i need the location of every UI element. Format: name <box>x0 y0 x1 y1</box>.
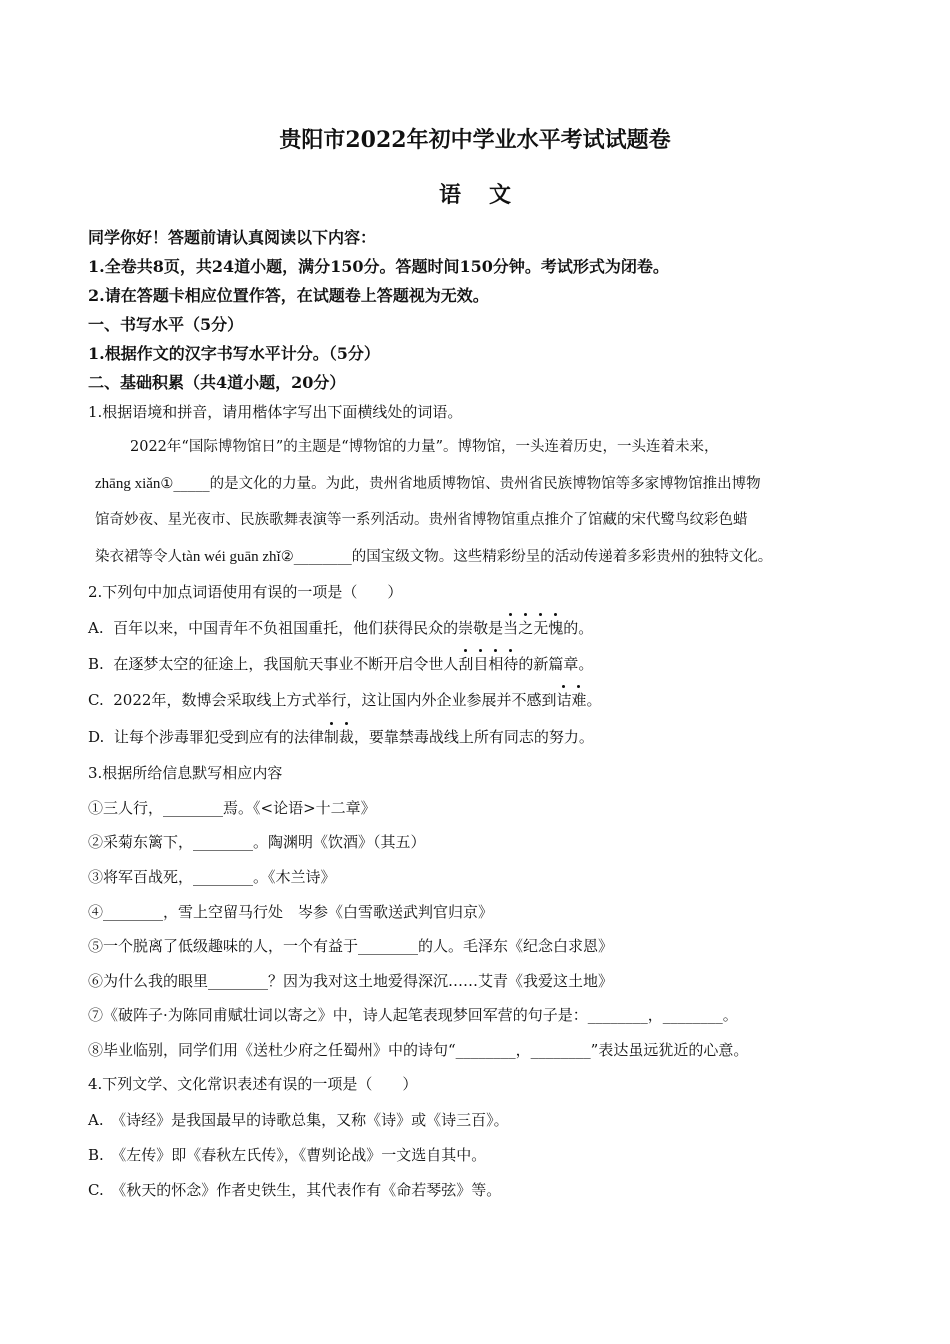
pinyin-zhang-xian: zhāng xiǎn <box>95 476 161 492</box>
q3-item-8[interactable]: ⑧毕业临别，同学们用《送杜少府之任蜀州》中的诗句“________，________”表达虽远犹近的心意。 <box>88 1041 749 1059</box>
option-label: C. <box>88 691 104 709</box>
passage-text: 的国宝级文物。这些精彩纷呈的活动传递着多彩贵州的独特文化。 <box>351 549 773 565</box>
blank-mark-1: ① <box>160 476 174 492</box>
q3-item-3[interactable]: ③将军百战死，________。《木兰诗》 <box>88 868 336 886</box>
q1-passage-line-3: 馆奇妙夜、星光夜市、民族歌舞表演等一系列活动。贵州省博物馆重点推介了馆藏的宋代鹭鸟纹彩色蜡 <box>95 512 748 528</box>
dotted-char: 裁 <box>338 728 354 746</box>
dotted-char: 相 <box>488 655 504 673</box>
dotted-char: 诘 <box>556 691 572 709</box>
q1-passage-line-4 <box>95 547 885 567</box>
q3-stem: 3.根据所给信息默写相应内容 <box>88 764 283 782</box>
q2-option-d[interactable] <box>88 727 888 747</box>
q1-stem: 1.根据语境和拼音，请用楷体字写出下面横线处的词语。 <box>88 403 463 421</box>
option-text: ，要靠禁毒战线上所有同志的努力。 <box>353 728 594 746</box>
q4-option-b[interactable]: B. 《左传》即《春秋左氏传》，《曹刿论战》一文选自其中。 <box>88 1146 487 1164</box>
passage-text: 的是文化的力量。为此，贵州省地质博物馆、贵州省民族博物馆等多家博物馆推出博物 <box>209 476 761 492</box>
option-label: B. <box>88 655 104 673</box>
section-1-heading: 一、书写水平（5分） <box>88 315 244 334</box>
section-1-question-1: 1.根据作文的汉字书写水平计分。（5分） <box>88 344 380 363</box>
option-text: 的。 <box>563 619 594 637</box>
dotted-char: 刮 <box>458 655 474 673</box>
q3-item-4[interactable]: ④________，雪上空留马行处 岑参《白雪歌送武判官归京》 <box>88 903 494 921</box>
notice-rule-1: 1.全卷共8页，共24道小题，满分150分。答题时间150分钟。考试形式为闭卷。 <box>88 257 669 276</box>
q3-item-7[interactable]: ⑦《破阵子·为陈同甫赋壮词以寄之》中，诗人起笔表现梦回军营的句子是：________，________。 <box>88 1006 738 1024</box>
notice-greeting: 同学你好！答题前请认真阅读以下内容： <box>88 228 377 247</box>
q3-item-6[interactable]: ⑥为什么我的眼里________？因为我对这土地爱得深沉……艾青《我爱这土地》 <box>88 972 614 990</box>
q3-item-2[interactable]: ②采菊东篱下，________。陶渊明《饮酒》（其五） <box>88 833 426 851</box>
blank-2[interactable]: ________ <box>293 549 352 565</box>
q1-passage-line-1: 2022年“国际博物馆日”的主题是“博物馆的力量”。博物馆，一头连着历史，一头连着未来， <box>130 439 719 455</box>
q3-item-5[interactable]: ⑤一个脱离了低级趣味的人，一个有益于________的人。毛泽东《纪念白求恩》 <box>88 937 614 955</box>
q2-option-a[interactable] <box>88 618 888 638</box>
option-text: 在逐梦太空的征途上，我国航天事业不断开启令世人 <box>113 655 459 673</box>
q2-option-c[interactable] <box>88 690 888 710</box>
section-2-heading: 二、基础积累（共4道小题，20分） <box>88 373 346 392</box>
q4-stem: 4.下列文学、文化常识表述有误的一项是（ ） <box>88 1075 418 1093</box>
dotted-char: 无 <box>533 619 549 637</box>
option-text: 2022年，数博会采取线上方式举行，这让国内外企业参展并不感到 <box>113 691 557 709</box>
dotted-char: 之 <box>518 619 534 637</box>
option-text: 。 <box>586 691 602 709</box>
dotted-char: 当 <box>503 619 519 637</box>
option-text: 的新篇章。 <box>518 655 594 673</box>
notice-rule-2: 2.请在答题卡相应位置作答，在试题卷上答题视为无效。 <box>88 286 489 305</box>
blank-1[interactable]: _____ <box>173 476 210 492</box>
option-text: 百年以来，中国青年不负祖国重托，他们获得民众的崇敬是 <box>113 619 504 637</box>
q4-option-c[interactable]: C. 《秋天的怀念》作者史铁生，其代表作有《命若琴弦》等。 <box>88 1181 502 1199</box>
dotted-char: 待 <box>503 655 519 673</box>
dotted-char: 难 <box>571 691 587 709</box>
option-text: 让每个涉毒罪犯受到应有的法律 <box>113 728 324 746</box>
option-label: D. <box>88 728 105 746</box>
q2-option-b[interactable] <box>88 654 888 674</box>
q3-item-1[interactable]: ①三人行，________焉。《<论语>十二章》 <box>88 799 376 817</box>
subject-title: 语文 <box>438 182 539 208</box>
q2-stem: 2.下列句中加点词语使用有误的一项是（ ） <box>88 583 403 601</box>
exam-title: 贵阳市2022年初中学业水平考试试题卷 <box>279 127 671 153</box>
pinyin-tan-wei-guan-zhi: tàn wéi guān zhǐ <box>182 549 281 565</box>
dotted-char: 愧 <box>548 619 564 637</box>
option-label: A. <box>88 619 104 637</box>
q4-option-a[interactable]: A. 《诗经》是我国最早的诗歌总集，又称《诗》或《诗三百》。 <box>88 1111 509 1129</box>
passage-text: 染衣裙等令人 <box>95 549 182 565</box>
dotted-char: 制 <box>323 728 339 746</box>
q1-passage-line-2 <box>95 474 885 494</box>
dotted-char: 目 <box>473 655 489 673</box>
blank-mark-2: ② <box>280 549 294 565</box>
